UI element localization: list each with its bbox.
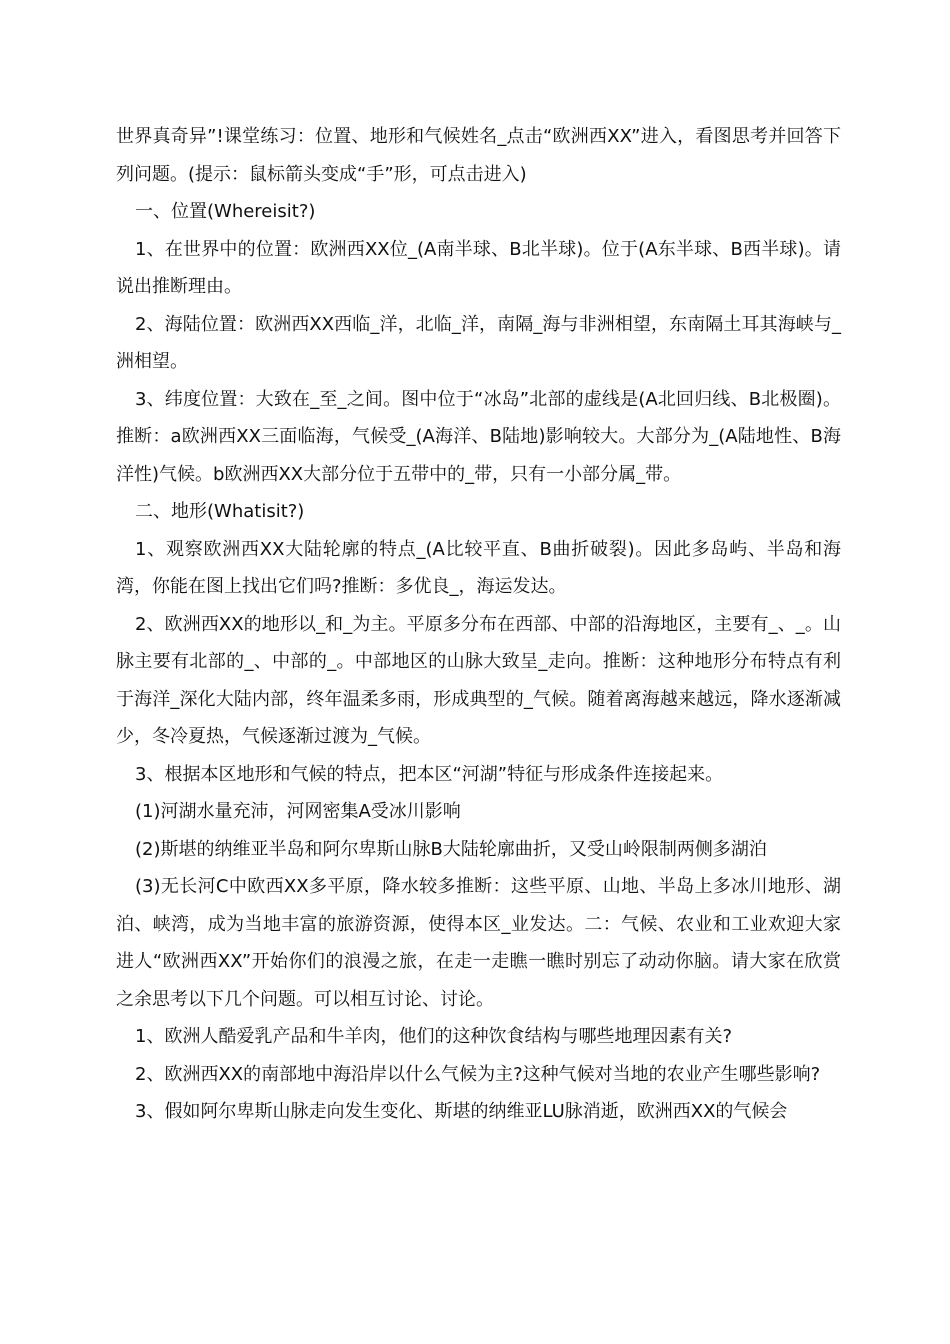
- discussion-question-1: 1、欧洲人酷爱乳产品和牛羊肉，他们的这种饮食结构与哪些地理因素有关?: [135, 1026, 733, 1047]
- discussion-question-2: 2、欧洲西XX的南部地中海沿岸以什么气候为主?这种气候对当地的农业产生哪些影响?: [135, 1063, 821, 1085]
- question-world-position: 1、在世界中的位置：欧洲西XX位_(A南半球、B北半球)。位于(A东半球、B西半球)。请说出推断理由。: [116, 238, 841, 297]
- question-landforms: 2、欧洲西XX的地形以_和_为主。平原多分布在西部、中部的沿海地区，主要有_、_。山脉主要有北部的_、中部的_。中部地区的山脉大致呈_走向。推断：这种地形分布特点有利于海洋_深化大陆内部，终年温柔多雨，形成典型的_气候。随着离海越来越远，降水逐渐减少，冬冷夏热，气候逐渐过渡为_气候。: [116, 613, 841, 747]
- document-body: [116, 118, 841, 1131]
- match-item-3: (3)无长河C中欧西XX多平原，降水较多推断：这些平原、山地、半岛上多冰川地形、湖泊、峡湾，成为当地丰富的旅游资源，使得本区_业发达。二：气候、农业和工业欢迎大家进人“欧洲西XX”开始你们的浪漫之旅，在走一走瞧一瞧时别忘了动动你脑。请大家在欣赏之余思考以下几个问题。可以相互讨论、讨论。: [116, 876, 841, 1010]
- question-latitude-position: 3、纬度位置：大致在_至_之间。图中位于“冰岛”北部的虚线是(A北回归线、B北极圈)。推断：a欧洲西XX三面临海，气候受_(A海洋、B陆地)影响较大。大部分为_(A陆地性、B海洋性)气候。b欧洲西XX大部分位于五带中的_带，只有一小部分属_带。: [116, 388, 841, 485]
- heading-terrain: 二、地形(Whatisit?): [135, 501, 305, 522]
- question-coastline: 1、观察欧洲西XX大陆轮廓的特点_(A比较平直、B曲折破裂)。因此多岛屿、半岛和海湾，你能在图上找出它们吗?推断：多优良_，海运发达。: [116, 538, 841, 597]
- match-item-2: (2)斯堪的纳维亚半岛和阿尔卑斯山脉B大陆轮廓曲折，又受山岭限制两侧多湖泊: [135, 838, 767, 860]
- discussion-question-3: 3、假如阿尔卑斯山脉走向发生变化、斯堪的纳维亚LU脉消逝，欧洲西XX的气候会: [135, 1101, 788, 1122]
- question-sea-land-position: 2、海陆位置：欧洲西XX西临_洋，北临_洋，南隔_海与非洲相望，东南隔土耳其海峡与_洲相望。: [116, 313, 841, 372]
- question-rivers-lakes: 3、根据本区地形和气候的特点，把本区“河湖”特征与形成条件连接起来。: [135, 763, 724, 785]
- paragraph-intro: 世界真奇异”!课堂练习：位置、地形和气候姓名_点击“欧洲西XX”进入，看图思考并回答下列问题。(提示：鼠标箭头变成“手”形，可点击进入): [116, 126, 841, 185]
- match-item-1: (1)河湖水量充沛，河网密集A受冰川影响: [135, 801, 461, 822]
- heading-location: 一、位置(Whereisit?): [135, 201, 316, 222]
